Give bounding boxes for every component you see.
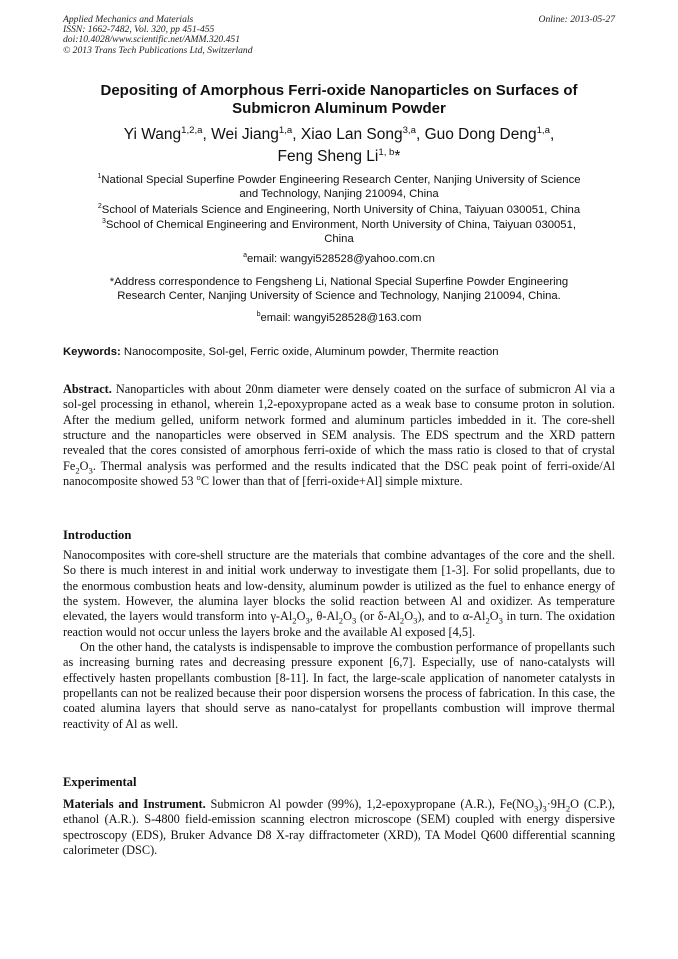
online-date: Online: 2013-05-27 — [538, 14, 615, 25]
journal-header — [63, 15, 615, 56]
abstract-text: Nanoparticles with about 20nm diameter were densely coated on the surface of submicron Al via a sol-gel processing in ethanol, wherein 1,2-epoxypropane acted as a weak base to consume proton in solution. After the medium gelled, uniform network formed and aluminum particles imbedded in it. The core-shell structure and the nanoparticles were observed in SEM analysis. The EDS spectrum and the XRD pattern revealed that the cores consisted of amorphous ferri-oxide of which the mass ratio is closed to that of crystal Fe — [63, 382, 615, 473]
correspondence-line: Research Center, Nanjing University of Science and Technology, Nanjing 210094, China. — [117, 290, 561, 303]
paragraph-text: in turn. The oxidation reaction would not occur unless the layers broke and the available Al exposed [4,5]. — [63, 609, 616, 639]
paragraph-text: ·9H — [546, 797, 566, 811]
affiliation-3 — [63, 218, 615, 247]
paragraph-text: θ-Al — [316, 609, 339, 624]
email-b — [63, 311, 615, 325]
keywords — [63, 345, 615, 359]
affiliation-text: National Special Superfine Powder Engineering Research Center, Nanjing University of Science — [101, 174, 581, 186]
subscript: 2 — [485, 615, 490, 626]
email-text: email: wangyi528528@163.com — [260, 312, 422, 324]
subscript: 2 — [75, 465, 80, 476]
paragraph-text: Nanocomposites with core-shell structure are the materials that combine advantages of the core and the shell. So there is much interest in and initial work underway to investigate them [1-3]. For solid propellants, due to the enormous combustion heats and low-density, aluminum powder is utilized as the fuel to enhance energy of the system. However, the alumina layer blocks the solid reaction between Al and oxidizer. As temperature elevated, the layers would transform into γ-Al — [63, 548, 615, 624]
superscript: o — [196, 471, 201, 482]
author-sep: * — [394, 148, 401, 165]
subscript: 3 — [413, 615, 418, 626]
correspondence-line: *Address correspondence to Fengsheng Li, National Special Superfine Powder Engineering — [109, 276, 569, 288]
paragraph-text: O (C.P.), ethanol (A.R.). S-4800 field-emission scanning electron microscope (SEM) coupled with energy dispersive spectroscopy (EDS), Bruker Advance D8 X-ray diffractometer (XRD), TA Model Q600 differential scanning calorimeter (DSC). — [63, 797, 615, 858]
email-text: email: wangyi528528@yahoo.com.cn — [246, 253, 435, 265]
author-name: Guo Dong Deng — [424, 126, 537, 143]
affiliation-1 — [63, 173, 615, 202]
paragraph-text: ), and to α-Al — [417, 609, 486, 624]
subscript: 2 — [338, 615, 344, 626]
author-sep: , — [202, 126, 212, 143]
introduction-body — [63, 548, 615, 732]
copyright-line: © 2013 Trans Tech Publications Ltd, Switzerland — [63, 44, 253, 56]
experimental-body — [63, 797, 615, 858]
email-sup: b — [256, 311, 261, 319]
title-line-2: Submicron Aluminum Powder — [232, 100, 446, 117]
paragraph — [63, 548, 615, 640]
author-sup: 1, b — [378, 146, 395, 158]
doi-line: doi:10.4028/www.scientific.net/AMM.320.451 — [63, 34, 241, 46]
author-sup: 1,a — [278, 124, 293, 136]
abstract-label: Abstract. — [63, 382, 112, 396]
subscript: 3 — [542, 803, 547, 814]
author-sup: 1,2,a — [181, 124, 203, 136]
author-name: Wei Jiang — [211, 126, 279, 143]
author-list — [63, 124, 615, 168]
paragraph-text: O — [404, 609, 414, 624]
keywords-label: Keywords: — [63, 346, 121, 358]
paper-title — [63, 82, 615, 118]
subsection-label: Materials and Instrument. — [63, 797, 206, 811]
author-sep: , — [415, 126, 425, 143]
author-sep: , — [549, 126, 555, 143]
section-heading-experimental: Experimental — [63, 775, 137, 789]
affiliation-2 — [63, 203, 615, 217]
affiliation-text: School of Chemical Engineering and Environment, North University of China, Taiyuan 030051, — [105, 219, 577, 231]
journal-name: Applied Mechanics and Materials — [63, 14, 194, 25]
subscript: 3 — [351, 615, 357, 626]
affiliation-sup: 1 — [97, 173, 102, 181]
author-name: Yi Wang — [123, 126, 182, 143]
paragraph: On the other hand, the catalysts is indispensable to improve the combustion performance of propellants such as increasing burning rates and decreasing pressure exponent [6,7]. Especially, use of nano-catalysts will effectively hasten propellants combustion [8-11]. In fact, the large-scale application of nanometer catalysts in propellants can not be realized because their poor dispersion worsens the process of fabrication. In this case, the coated alumina layers that should serve as nano-catalyst for propellants combustion will improve thermal reactivity of Al as well. — [63, 640, 615, 731]
author-name: Xiao Lan Song — [300, 126, 403, 143]
paragraph-text: O — [489, 609, 499, 624]
keywords-text: Nanocomposite, Sol-gel, Ferric oxide, Aluminum powder, Thermite reaction — [123, 346, 499, 358]
subscript: 3 — [498, 615, 503, 626]
abstract — [63, 382, 615, 489]
affiliation-sup: 3 — [101, 218, 106, 226]
author-name: Feng Sheng Li — [277, 148, 379, 165]
affiliation-text: and Technology, Nanjing 210094, China — [239, 188, 439, 201]
paragraph-text: , — [309, 609, 313, 624]
correspondence-address — [63, 275, 615, 304]
section-heading-introduction: Introduction — [63, 528, 132, 542]
subscript: 3 — [88, 465, 93, 476]
email-sup: a — [243, 252, 247, 260]
paragraph-text: O — [343, 609, 352, 624]
issn-line: ISSN: 1662-7482, Vol. 320, pp 451-455 — [63, 24, 215, 36]
abstract-text: . Thermal analysis was performed and the results indicated that the DSC peak point of ferri-oxide/Al nanocomposite showed 53 — [63, 458, 615, 489]
subscript: 2 — [565, 803, 571, 814]
subscript: 3 — [305, 615, 310, 626]
email-a — [63, 252, 615, 266]
title-line-1: Depositing of Amorphous Ferri-oxide Nanoparticles on Surfaces of — [100, 82, 578, 99]
paragraph-text: ) — [538, 797, 543, 811]
subscript: 3 — [533, 803, 539, 814]
subscript: 2 — [292, 615, 297, 626]
abstract-text: C lower than that of [ferri-oxide+Al] simple mixture. — [200, 474, 463, 489]
author-sup: 1,a — [536, 124, 550, 136]
abstract-text: O — [79, 458, 89, 473]
paragraph-text: Submicron Al powder (99%), 1,2-epoxypropane (A.R.), Fe(NO — [205, 797, 534, 811]
affiliation-sup: 2 — [97, 203, 102, 211]
affiliation-text: China — [324, 233, 354, 246]
paragraph-text: (or δ-Al — [356, 609, 400, 624]
author-sep: , — [292, 126, 301, 143]
author-sup: 3,a — [402, 124, 416, 136]
paragraph-text: O — [296, 609, 306, 624]
subscript: 2 — [399, 615, 405, 626]
affiliation-text: School of Materials Science and Engineering, North University of China, Taiyuan 030051, China — [101, 204, 581, 216]
